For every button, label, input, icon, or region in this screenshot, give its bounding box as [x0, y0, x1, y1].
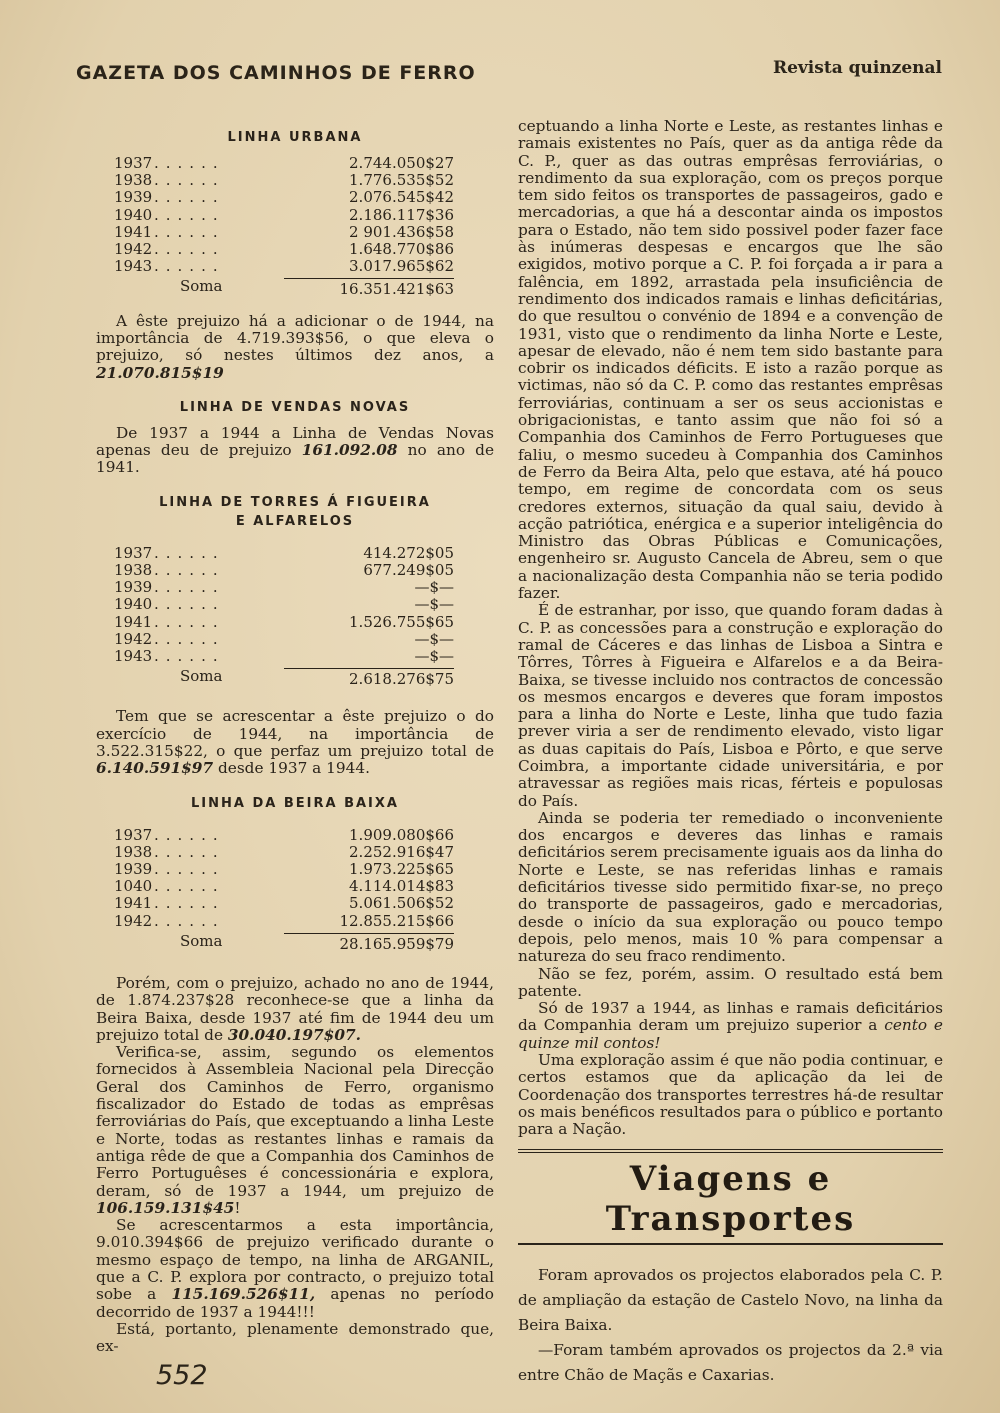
paragraph	[518, 1000, 943, 1052]
paragraph-text: desde 1937 a 1944.	[217, 759, 370, 778]
highlight-value: cento e quinze mil contos!	[518, 1016, 943, 1052]
paragraph: Ainda se poderia ter remediado o inconveniente dos encargos e deveres das linhas e ramais deficitários serem precisamente iguais aos da linha do Norte e Leste, se nas referidas linhas e ramais deficitários tivesse sido permitido fixar-se, no preço do transporte de passageiros, gado e mercadorias, desde o início da sua exploração ou pouco tempo depois, pelo menos, mais 10 % para compensar a natureza do seu fraco rendimento.	[518, 808, 943, 966]
highlight-value: 21.070.815$19	[96, 363, 224, 382]
ledger-sum-row	[114, 668, 454, 688]
leader-dots: ......	[154, 205, 225, 224]
paragraph-text: no ano de 1941.	[96, 441, 494, 477]
ledger-row	[114, 224, 454, 241]
paragraph-text: Tem que se acrescentar a êste prejuizo o do exercício de 1944, na importância de 3.522.315$22, o que perfaz um prejuizo total de	[96, 707, 494, 760]
ledger-row	[114, 648, 454, 665]
ledger-row	[114, 614, 454, 631]
leader-dots: ......	[154, 595, 225, 614]
ledger-torres	[114, 545, 454, 689]
ledger-year: 1937	[114, 825, 153, 844]
paragraph-text: A êste prejuizo há a adicionar o de 1944, na importância de 4.719.393$56, o que eleva o prejuizo, só nestes últimos dez anos, a	[96, 311, 494, 365]
ledger-amount: —$—	[414, 629, 454, 648]
ledger-row	[114, 596, 454, 613]
right-column	[518, 118, 943, 1388]
leader-dots: ......	[154, 859, 225, 878]
ledger-row	[114, 258, 454, 275]
section-title-torres-line-2: E ALFARELOS	[235, 513, 355, 529]
paragraph: ceptuando a linha Norte e Leste, as restantes linhas e ramais existentes no País, quer as da antiga rêde da C. P., quer as das outras emprêsas ferroviárias, o rendimento da sua exploração, com os preços porque tem sido feitos os transportes de passageiros, gado e mercadorias, a que há a descontar ainda os impostos para o Estado, não tem sido possivel poder fazer face às inúmeras despesas e encargos que lhe são exigidos, motivo porque a C. P. foi forçada a ir para a falência, em 1892, arrastada pela insuficiência de rendimento dos indicados ramais e linhas deficitárias, do que resultou o convénio de 1894 e a convenção de 1931, visto que o rendimento da linha Norte e Leste, apesar de elevado, não é nem tem sido bastante para cobrir os indicados déficits. E isto a razão porque as victimas, não só da C. P. como das restantes emprêsas ferroviárias, continuam a ser os seus accionistas e obrigacionistas, e tanto assim que não foi só a Companhia dos Caminhos de Ferro Portugueses que faliu, o mesmo sucedeu à Companhia dos Caminhos de Ferro da Beira Alta, pelo que estava, até há pouco tempo, em regime de concordata com os seus credores externos, situação da qual saiu, devido à acção patriótica, enérgica e a superior inteligência do Ministro das Obras Públicas e Comunicações, engenheiro sr. Augusto Cancela de Abreu, sem o que a nacionalização desta Companhia não se teria podido fazer.	[518, 117, 943, 603]
paragraph-text: apenas no período decorrido de 1937 a 1944!!!	[96, 1285, 494, 1321]
paragraph	[96, 425, 494, 477]
paragraph: É de estranhar, por isso, que quando foram dadas à C. P. as concessões para a construção e exploração do ramal de Cáceres e das linhas de Lisboa a Sintra e Tôrres, Tôrres à Figueira e Alfarelos e a da Beira-Baixa, se tivesse incluido nos contractos de concessão os mesmos encargos e deveres que foram impostos para a linha do Norte e Leste, linha que tudo fazia prever viria a ser de rendimento elevado, visto ligar as duas capitais do País, Lisboa e Pôrto, e que serve Coimbra, a importante cidade universitária, e por atravessar as regiões mais ricas, férteis e populosas do País.	[518, 601, 943, 810]
ledger-year: 1938	[114, 171, 153, 190]
leader-dots: ......	[154, 240, 225, 259]
leader-dots: ......	[154, 911, 225, 930]
ledger-sum-amount: 16.351.421$63	[284, 278, 454, 298]
ledger-amount: 2 901.436$58	[349, 222, 454, 241]
leader-dots: ......	[154, 877, 225, 896]
paragraph: Não se fez, porém, assim. O resultado está bem patente.	[518, 964, 943, 1000]
ledger-row	[114, 827, 454, 844]
paragraph	[96, 1044, 494, 1217]
ledger-amount: 2.076.545$42	[349, 188, 454, 207]
page-number: 552	[156, 1360, 208, 1391]
leader-dots: ......	[154, 154, 225, 172]
ledger-year: 1942	[114, 911, 153, 930]
paragraph-text: De 1937 a 1944 a Linha de Vendas Novas apenas deu de prejuizo	[96, 423, 494, 460]
paragraph-text: Verifica-se, assim, segundo os elementos fornecidos à Assembleia Nacional pela Direcção Geral dos Caminhos de Ferro, organismo fiscalizador do Estado de todas as emprêsas ferroviárias do País, que exceptuando a linha Leste e Norte, todas as restantes linhas e ramais da antiga rêde de que a Companhia dos Caminhos de Ferro Portuguêses é concessionária e explora, deram, só de 1937 a 1944, um prejuizo de	[96, 1043, 494, 1200]
ledger-sum-row	[114, 278, 454, 298]
ledger-row	[114, 878, 454, 895]
ledger-year: 1938	[114, 842, 153, 861]
leader-dots: ......	[154, 612, 225, 631]
section-title-linha-urbana: LINHA URBANA	[227, 130, 363, 145]
ledger-beira-baixa	[114, 827, 454, 953]
ledger-amount: 2.186.117$36	[349, 205, 454, 224]
ledger-year: 1939	[114, 188, 153, 207]
ledger-row	[114, 844, 454, 861]
paragraph-text: Só de 1937 a 1944, as linhas e ramais deficitários da Companhia deram um prejuizo superior a	[518, 999, 943, 1035]
ledger-amount: 4.114.014$83	[349, 877, 454, 896]
ledger-row	[114, 241, 454, 258]
ledger-amount: 1.648.770$86	[349, 240, 454, 259]
highlight-value: 30.040.197$07.	[227, 1025, 361, 1044]
ledger-amount: 2.252.916$47	[349, 842, 454, 861]
ledger-row	[114, 155, 454, 172]
news-item: —Foram também aprovados os projectos da 2.ª via entre Chão de Maçãs e Caxarias.	[518, 1340, 943, 1384]
highlight-value: 115.169.526$11,	[171, 1285, 316, 1304]
leader-dots: ......	[154, 894, 225, 913]
ledger-sum-label: Soma	[180, 931, 223, 950]
highlight-value: 106.159.131$45	[96, 1198, 235, 1217]
ledger-amount: 414.272$05	[363, 543, 454, 562]
paragraph: Está, portanto, plenamente demonstrado que, ex-	[96, 1319, 494, 1356]
paragraph	[96, 708, 494, 777]
leader-dots: ......	[154, 825, 225, 844]
ledger-amount: 677.249$05	[363, 560, 454, 579]
ledger-year: 1941	[114, 612, 153, 631]
leader-dots: ......	[154, 629, 225, 648]
ledger-amount: 12.855.215$66	[339, 911, 454, 930]
section-rule	[518, 1243, 943, 1245]
ledger-year: 1941	[114, 222, 153, 241]
ledger-year: 1942	[114, 629, 153, 648]
ledger-amount: 1.776.535$52	[349, 171, 454, 190]
ledger-row	[114, 189, 454, 206]
highlight-value: 161.092.08	[301, 441, 398, 460]
ledger-amount: 1.909.080$66	[349, 825, 454, 844]
ledger-row	[114, 172, 454, 189]
ledger-amount: 1.973.225$65	[349, 859, 454, 878]
ledger-year: 1939	[114, 578, 153, 597]
ledger-sum-row	[114, 933, 454, 953]
ledger-year: 1937	[114, 543, 153, 562]
section-title-viagens: Viagens e Transportes	[605, 1158, 856, 1239]
leader-dots: ......	[154, 188, 225, 207]
leader-dots: ......	[154, 543, 225, 562]
ledger-amount: —$—	[414, 578, 454, 597]
leader-dots: ......	[154, 646, 225, 665]
ledger-year: 1940	[114, 595, 153, 614]
leader-dots: ......	[154, 171, 225, 190]
ledger-row	[114, 895, 454, 912]
ledger-linha-urbana	[114, 155, 454, 299]
ledger-year: 1941	[114, 894, 153, 913]
ledger-year: 1938	[114, 560, 153, 579]
section-divider	[518, 1149, 943, 1153]
ledger-sum-amount: 2.618.276$75	[284, 668, 454, 688]
section-title-beira-baixa: LINHA DA BEIRA BAIXA	[191, 795, 399, 811]
journal-title: GAZETA DOS CAMINHOS DE FERRO	[76, 62, 476, 84]
leader-dots: ......	[154, 222, 225, 241]
ledger-sum-label: Soma	[180, 277, 223, 296]
ledger-year: 1942	[114, 240, 153, 259]
ledger-row	[114, 579, 454, 596]
ledger-amount: 3.017.965$62	[349, 257, 454, 276]
ledger-amount: 2.744.050$27	[349, 154, 454, 172]
ledger-row	[114, 545, 454, 562]
ledger-sum-label: Soma	[180, 667, 223, 686]
left-column	[96, 118, 494, 1355]
paragraph	[96, 1217, 494, 1321]
paragraph-text: !	[234, 1198, 241, 1217]
news-block	[518, 1263, 943, 1388]
paragraph	[96, 313, 494, 382]
news-item: Foram aprovados os projectos elaborados pela C. P. de ampliação da estação de Castelo Novo, na linha da Beira Baixa.	[518, 1265, 943, 1334]
ledger-row	[114, 631, 454, 648]
paragraph-text: Se acrescentarmos a esta importância, 9.010.394$66 de prejuizo verificado durante o mesmo espaço de tempo, na linha de ARGANIL, que a C. P. explora por contracto, o prejuizo total sobe a	[96, 1216, 494, 1304]
paragraph: Uma exploração assim é que não podia continuar, e certos estamos que da aplicação da lei de Coordenação dos transportes terrestres há-de resultar os mais benéficos resultados para o público e portanto para a Nação.	[518, 1051, 943, 1139]
highlight-value: 6.140.591$97	[96, 759, 214, 778]
ledger-amount: 1.526.755$65	[349, 612, 454, 631]
ledger-year: 1943	[114, 257, 153, 276]
leader-dots: ......	[154, 578, 225, 597]
section-title-vendas-novas: LINHA DE VENDAS NOVAS	[179, 399, 411, 415]
paragraph-text: Porém, com o prejuizo, achado no ano de 1944, de 1.874.237$28 reconhece-se que a linha da Beira Baixa, desde 1937 até fim de 1944 deu um prejuizo total de	[96, 973, 494, 1044]
ledger-year: 1940	[114, 205, 153, 224]
section-title-torres-line-1: LINHA DE TORRES Á FIGUEIRA	[159, 494, 431, 510]
ledger-year: 1040	[114, 877, 153, 896]
ledger-year: 1943	[114, 646, 153, 665]
ledger-row	[114, 207, 454, 224]
leader-dots: ......	[154, 560, 225, 579]
ledger-amount: —$—	[414, 595, 454, 614]
ledger-sum-amount: 28.165.959$79	[284, 933, 454, 953]
ledger-row	[114, 913, 454, 930]
ledger-year: 1939	[114, 859, 153, 878]
ledger-amount: 5.061.506$52	[349, 894, 454, 913]
leader-dots: ......	[154, 257, 225, 276]
ledger-amount: —$—	[414, 646, 454, 665]
leader-dots: ......	[154, 842, 225, 861]
journal-subtitle: Revista quinzenal	[772, 58, 942, 78]
ledger-row	[114, 861, 454, 878]
ledger-year: 1937	[114, 154, 153, 172]
ledger-row	[114, 562, 454, 579]
paragraph	[96, 975, 494, 1044]
